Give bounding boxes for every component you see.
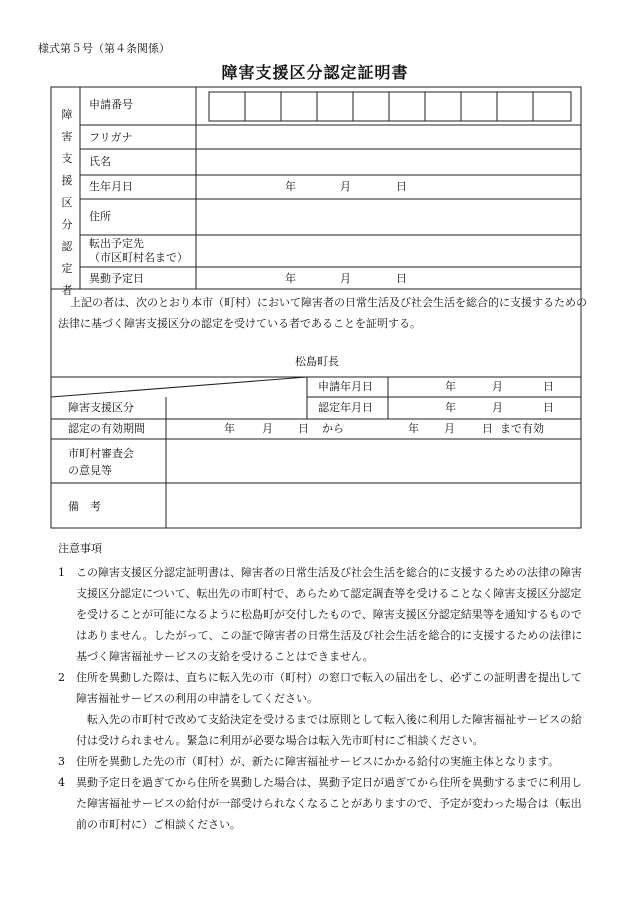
application-day-unit: 日: [543, 380, 554, 393]
note-number: 4: [58, 776, 65, 789]
note-item: [58, 562, 588, 667]
certification-date-label: 認定年月日: [318, 401, 373, 414]
valid-period-label: 認定の有効期間: [68, 422, 145, 435]
document-title: 障害支援区分認定証明書: [221, 63, 409, 82]
valid-from-year-unit: 年: [224, 422, 235, 435]
note-number: 1: [58, 566, 65, 579]
move-month-unit: 月: [340, 272, 351, 285]
note-item: [58, 772, 588, 835]
name-label: 氏名: [89, 155, 111, 168]
person-label-char: 認: [61, 240, 73, 253]
birth-year-unit: 年: [285, 180, 296, 193]
valid-until-month-unit: 月: [444, 422, 455, 435]
valid-until-year-unit: 年: [408, 422, 419, 435]
address-label: 住所: [89, 210, 111, 223]
note-number: 2: [58, 671, 65, 684]
application-date-label: 申請年月日: [318, 380, 373, 393]
note-text: 異動予定日を過ぎてから住所を異動した場合は、異動予定日が過ぎてから住所を異動するまでに利用した障害福祉サービスの給付が一部受けられなくなることがありますので、予定が変わった場合は（転出前の市町村に）ご相談ください。: [76, 776, 582, 831]
application-year-unit: 年: [445, 380, 456, 393]
application-number-label: 申請番号: [89, 98, 133, 111]
birth-day-unit: 日: [396, 180, 407, 193]
issuer-label: 松島町長: [295, 355, 339, 368]
move-year-unit: 年: [285, 272, 296, 285]
note-number: 3: [58, 755, 65, 768]
move-destination-label: 転出予定先: [89, 237, 144, 250]
remarks-label: 備 考: [68, 500, 101, 513]
valid-until-day-unit: 日: [482, 422, 493, 435]
birth-month-unit: 月: [340, 180, 351, 193]
valid-until-label: まで有効: [500, 422, 544, 435]
note-text: 住所を異動した際は、直ちに転入先の市（町村）の窓口で転入の届出をし、必ずこの証明書を提出して障害福祉サービスの利用の申請をしてください。: [76, 671, 582, 705]
person-label-char: 区: [61, 196, 73, 209]
certification-statement-line2: 法律に基づく障害支援区分の認定を受けている者であることを証明する。: [58, 317, 421, 330]
certification-month-unit: 月: [492, 401, 503, 414]
certification-statement-line1: 上記の者は、次のとおり本市（町村）において障害者の日常生活及び社会生活を総合的に支援するための: [70, 296, 587, 309]
note-item: [58, 667, 588, 751]
valid-from-month-unit: 月: [262, 422, 273, 435]
support-category-label: 障害支援区分: [68, 401, 134, 414]
note-text: この障害支援区分認定証明書は、障害者の日常生活及び社会生活を総合的に支援するための法律の障害支援区分認定について、転出先の市町村で、あらためて認定調査等を受けることなく障害支援区分認定を受けることが可能になるように松島町が交付したもので、障害支援区分認定結果等を通知するものではありません。したがって、この証で障害者の日常生活及び社会生活を総合的に支援するための法律に基づく障害福祉サービスの支給を受けることはできません。: [76, 566, 583, 663]
move-date-label: 異動予定日: [89, 272, 144, 285]
person-label-char: 定: [61, 262, 73, 275]
application-month-unit: 月: [492, 380, 503, 393]
birthdate-label: 生年月日: [89, 180, 133, 193]
person-label-char: 支: [61, 152, 73, 165]
certification-day-unit: 日: [543, 401, 554, 414]
person-label-char: 者: [61, 284, 73, 297]
council-opinion-sublabel: の意見等: [68, 464, 112, 477]
valid-from-day-unit: 日: [298, 422, 309, 435]
note-text: 住所を異動した先の市（町村）が、新たに障害福祉サービスにかかる給付の実施主体となります。: [76, 755, 560, 768]
person-label-char: 害: [61, 130, 73, 143]
furigana-label: フリガナ: [89, 131, 133, 144]
person-label-char: 援: [61, 174, 73, 187]
move-day-unit: 日: [396, 272, 407, 285]
council-opinion-label: 市町村審査会: [68, 447, 134, 460]
person-label-char: 障: [61, 108, 73, 121]
person-section-label: [58, 104, 76, 302]
valid-from-label: から: [322, 422, 344, 435]
form-number-label: 様式第５号（第４条関係）: [38, 42, 170, 55]
notes-heading: 注意事項: [58, 542, 102, 555]
certification-year-unit: 年: [445, 401, 456, 414]
note-item: [58, 751, 588, 772]
person-label-char: 分: [61, 218, 73, 231]
note-subtext: 転入先の市町村で改めて支給決定を受けるまでは原則として転入後に利用した障害福祉サービスの給付は受けられません。緊急に利用が必要な場合は転入先市町村にご相談ください。: [76, 713, 582, 747]
notes-section: [58, 540, 588, 835]
move-destination-sublabel: （市区町村名まで）: [89, 251, 188, 264]
